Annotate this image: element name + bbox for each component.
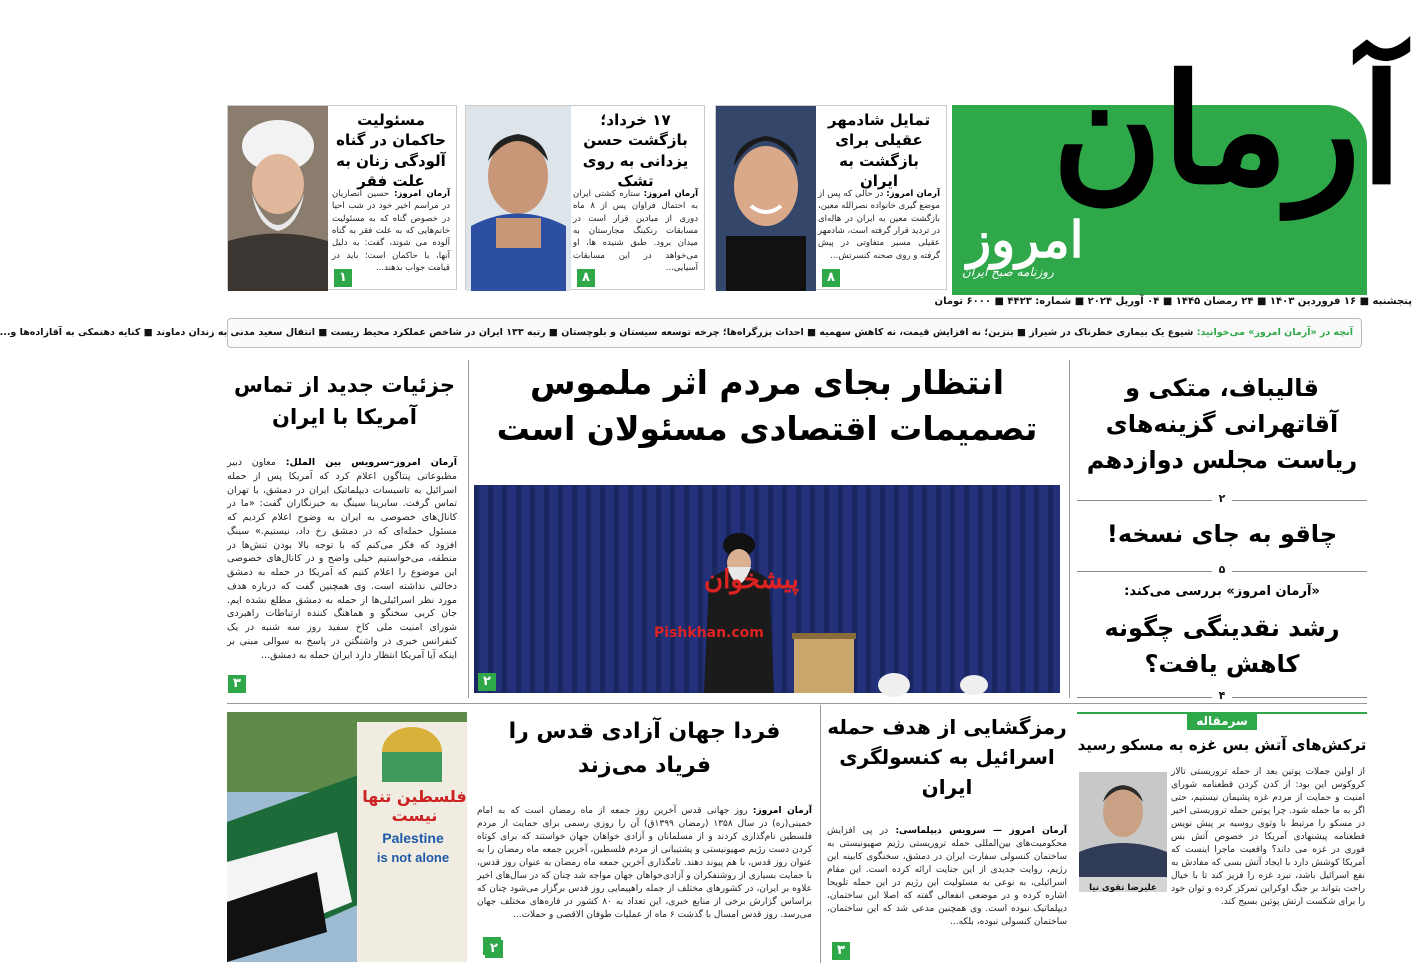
row-divider [227, 703, 1367, 704]
teaser-title: مسئولیت حاکمان در گناه آلودگی زنان به علت فقر [336, 111, 446, 190]
story-consulate-body [827, 825, 1067, 929]
story-text: روز جهانی قدس آخرین روز جمعه از ماه رمضان است که به امام خمینی(ره) در سال ۱۳۵۸ (رمضان ۱۳۹۹ق) آن را روزی رسمی برای حمایت از مردم فلسطین نام‌گذاری کردند و از مسلمانان و آزادی خواهان جهان خواستند که برای کوتاه کردن دست رژیم صهیونیستی و پشتیبانی از مردم فلسطین، آخرین جمعه ماه رمضان را به عنوان روز قدس، با هم پیوند دهند. تامگذاری آخرین جمعه ماه رمضان به عنوان روز قدس، با حمایت بسیاری از روشنفکران و آزادی‌خواهان جهان مواجه شد چنان که در سال‌های اخیر علاوه بر ایران، در کشورهای مختلف از جمله راهپیمایی روز قدس برگزار می‌شود چنان که براساس گزارش برخی از منابع خبری، این تعداد به ۸۰ کشور در قاره‌های مختلف جهان می‌رسد. روز قدس امسال با گذشت ۶ ماه از عملیات طوفان الاقصی و حملات... [477, 806, 812, 921]
contents-ticker [0, 318, 1362, 348]
story-us-contact-title[interactable]: جزئیات جدید از تماس آمریکا با ایران [234, 373, 455, 429]
teaser-yazdani[interactable] [465, 105, 705, 290]
story-kicker: «آرمان امروز» بررسی می‌کند: [1124, 584, 1320, 599]
logo-main: آرمان [1052, 42, 1403, 218]
teaser-shadmehr[interactable] [715, 105, 947, 290]
story-quds-body [477, 805, 812, 922]
dateline: پنجشنبه ■ ۱۶ فروردین ۱۴۰۳ ■ ۲۴ رمضان ۱۴۴۵ ■ ۰۴ آوریل ۲۰۲۴ ■ شماره: ۴۴۲۳ ■ ۶۰۰۰ تومان [934, 296, 1412, 307]
page-number: ۲ [485, 940, 503, 958]
editorial-title[interactable]: ترکش‌های آتش بس غزه به مسکو رسید [1077, 736, 1367, 754]
watermark: پیشخوان [704, 565, 799, 595]
story-us-contact-body [227, 456, 457, 662]
page-number: ۳ [832, 942, 850, 960]
teaser-body [818, 188, 940, 262]
teaser-title: ۱۷ خرداد؛ بازگشت حسن یزدانی به روی تشک [582, 111, 689, 190]
shadmehr-photo [716, 106, 816, 291]
editorial-label: سرمقاله [1187, 712, 1257, 730]
story-lead: آرمان امروز: [752, 806, 812, 816]
tagline: روزنامه صبح ایران [962, 265, 1054, 279]
page-number: ۴ [1212, 689, 1232, 702]
teaser-lead: آرمان امروز: [643, 189, 698, 199]
story-consulate-title[interactable]: رمزگشایی از هدف حمله اسرائیل به کنسولگری ایران [827, 715, 1067, 799]
yazdani-photo [466, 106, 571, 291]
teaser-body [332, 188, 450, 274]
quds-photo [227, 712, 467, 962]
column-divider [1069, 360, 1070, 698]
teaser-ansarian[interactable] [227, 105, 457, 290]
story-text: در پی افزایش محکومیت‌های بین‌المللی حمله تروریستی رژیم صهیونیستی به ساختمان کنسولی سفارت ایران در دمشق، سخنگوی کابینه این رژیم، روایت جدیدی از این جنایت ارائه کرده است. این مقام اسرائیلی، به نوعی به مسئولیت این رژیم در این حمله تلویحا اشاره کرده و در موضعی انفعالی گفته که اصلا این ساختمان، دیپلماتیک نبوده است. وی همچنین مدعی شد که این ساختمان، ساختمان کنسولی نبوده، بلکه... [827, 826, 1067, 928]
teaser-title: تمایل شادمهر عقیلی برای بازگشت به ایران [827, 111, 931, 190]
ansarian-photo [228, 106, 328, 291]
editorial-body: از اولین جملات پوتین بعد از حمله تروریستی تالار کروکوس این بود: از کدن کردن قطعنامه شورای امنیت و حمایت از مردم غزه پشیمان نیستیم، حتی اگر به ما حمله شود. چرا پوتین حمله تروریستی اخیر در مسکو را مرتبط با وتوی روسیه بر پیش نویس قطعنامه پیشنهادی آمریکا در خصوص آتش بس فوری در غزه می داند؟ واقعیت ماجرا اینست که آمریکا کوشش دارد با ایجاد آتش بسی که مفادش به نفع اسرائیل باشد، نبرد غزه را فریز کند تا با خیال راحت بتواند بر جنگ اوکراین تمرکز کرده و توان خود را برای شکست ارتش پوتین بسیج کند. [1171, 767, 1365, 908]
column-divider [820, 705, 821, 963]
page-number: ۸ [822, 269, 840, 287]
quds-sign-en1: Palestine [382, 830, 444, 846]
story-liquidity[interactable]: رشد نقدینگی چگونه کاهش یافت؟ [1104, 614, 1340, 678]
page-number: ۳ [228, 675, 246, 693]
story-knife[interactable]: چاقو به جای نسخه! [1106, 520, 1338, 548]
story-text: معاون دبیر مطبوعاتی پنتاگون اعلام کرد که آمریکا پس از حمله اسرائیل به تاسیسات دیپلماتیک ایران در دمشق، با تهران تماس گرفت. سابرینا سینگ به خبرنگاران گفت: «ما در کانال‌های خصوصی به ایران به وضوح اعلام کردیم که مسئول حمله‌ای که در دمشق رخ داد، نیستیم.» سینگ افزود که فکر می‌کنم که با توجه بالا بودن تنش‌ها در منطقه، می‌خواستیم خیلی واضح و در کانال‌های خصوصی این موضوع را اعلام کنیم که آمریکا در حمله به دمشق دخالتی نداشته است. وی همچنین گفت که درباره هدف مورد نظر اسرائیلی‌ها از حمله به دمشق مطلع نشده ایم. جان کربی سخنگو و هماهنگ کننده ارتباطات راهبردی شورای امنیت ملی کاخ سفید روز سه شنبه در یک کنفرانس خبری در واشنگتن در پاسخ به سوالی مبنی بر اینکه آیا آمریکا انتظار دارد ایران حمله به دمشق... [227, 457, 457, 661]
author-name: علیرضا تقوی نیا [1089, 883, 1157, 893]
story-speaker-candidates[interactable]: قالیباف، متکی و آقاتهرانی گزینه‌های ریاست مجلس دوازدهم [1086, 374, 1358, 474]
main-headline-line2: تصمیمات اقتصادی مسئولان است [496, 409, 1038, 449]
column-divider [468, 360, 469, 698]
ticker-lead: آنچه در «آرمان امروز» می‌خوانید: [1196, 327, 1353, 338]
editorial-box [1077, 712, 1367, 962]
teaser-lead: آرمان امروز: [394, 189, 450, 199]
page-number: ۲ [478, 673, 496, 691]
story-lead: آرمان امروز–سرویس بین الملل: [285, 457, 457, 468]
quds-sign-en2: is not alone [376, 850, 450, 865]
page-number: ۲ [1212, 492, 1232, 505]
teaser-body [573, 188, 698, 274]
main-headline[interactable] [472, 360, 1062, 452]
teaser-text: حسین انصاریان در مراسم اخیر خود در شب احیا در خصوص گناه که به مسئولیت خانم‌هایی که به علت فقر به گناه آلوده می شوند، گفت: به دلیل آنها، با حاکمان است؛ باید در قیامت جواب بدهند... [332, 189, 450, 273]
page-number: ۸ [577, 269, 595, 287]
page-number: ۵ [1212, 563, 1232, 576]
ticker-items: شیوع یک بیماری خطرناک در شیراز ■ بنزین؛ نه افزایش قیمت، نه کاهش سهمیه ■ احداث بزرگراه‌ها؛ چرخه توسعه سیستان و بلوچستان ■ رتبه ۱۳۳ ایران در شاخص عملکرد محیط زیست ■ انتقال سعید مدنی به زندان دماوند ■ کنایه دهنمکی به آقازاده‌ها و... [0, 327, 1194, 338]
teaser-text: در حالی که پس از موضع گیری خانواده نصرالله معین، بازگشت معین به ایران در هاله‌ای در تردید قرار گرفته است، شادمهر عقیلی مسیر متفاوتی در پیش گرفته و روی صحنه کنسرتش... [818, 189, 940, 261]
main-headline-line1: انتظار بجای مردم اثر ملموس [529, 363, 1005, 402]
main-photo [474, 485, 1060, 693]
story-quds-title[interactable]: فردا جهان آزادی قدس را فریاد می‌زند [508, 719, 781, 779]
teaser-lead: آرمان امروز: [886, 189, 940, 199]
logo-sub: امروز [967, 210, 1084, 269]
watermark-url: Pishkhan.com [654, 625, 764, 641]
teaser-text: ستاره کشتی ایران به احتمال فراوان پس از ۸ ماه دوری از میادین قرار است در مسابقات رنکینگ مجارستان به میدان برود. طبق شنیده ها، او می‌خواهد در این مسابقات آسیایی... [573, 189, 698, 273]
story-lead: آرمان امروز — سرویس دیپلماسی: [895, 826, 1067, 836]
page-number: ۱ [334, 269, 352, 287]
quds-sign-fa: فلسطین تنها نیست [362, 787, 467, 825]
masthead [952, 42, 1403, 295]
